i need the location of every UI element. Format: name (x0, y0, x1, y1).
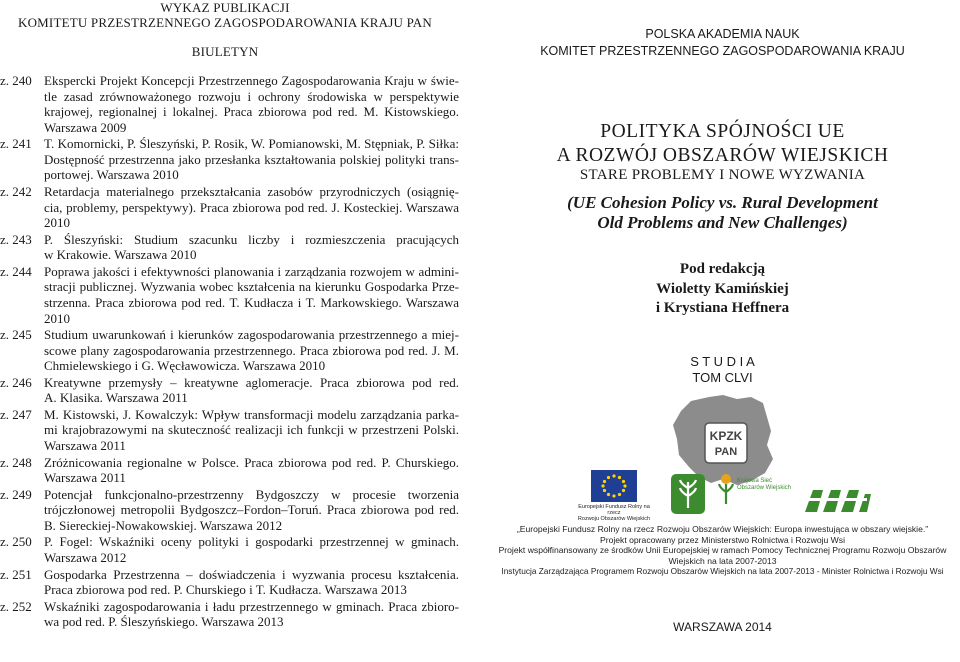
publication-description (44, 264, 459, 326)
committee-name: KOMITETU PRZESTRZENNEGO ZAGOSPODAROWANIA KRAJU PAN (18, 15, 432, 30)
publication-description (44, 455, 459, 486)
ksow-caption-line1: Krajowa Sieć (737, 478, 773, 484)
list-item (0, 534, 460, 565)
publication-line: Potencjał funkcjonalno-przestrzenny Bydgoszczy w procesie tworzenia (44, 486, 459, 502)
ksow-caption (737, 478, 797, 492)
prow-logo-icon (803, 486, 873, 516)
publication-line: Chmielewskiego i G. Węcławowicza. Warszawa 2010 (44, 358, 326, 374)
issue-number: z. 250 (0, 534, 32, 550)
issue-number: z. 245 (0, 327, 32, 343)
funding-line: Instytucja Zarządzająca Programem Rozwoju Obszarów Wiejskich na lata 2007-2013 - Minister Rolnictwa i Rozwoju Wsi (501, 566, 944, 576)
publication-line: Warszawa 2011 (44, 470, 126, 486)
publication-line: Zróżnicowania regionalne w Polsce. Praca zbiorowa pod red. P. Churskiego. (44, 454, 459, 470)
publication-description (44, 407, 459, 454)
publication-line: T. Komornicki, P. Śleszyński, P. Rosik, W. Pomianowski, M. Stępniak, P. Siłka: (44, 136, 459, 152)
publication-description (44, 567, 459, 598)
publication-description (44, 599, 459, 630)
book-subtitle: STARE PROBLEMY I NOWE WYZWANIA (579, 167, 866, 183)
publication-line: 2010 (44, 310, 70, 326)
series-name: BIULETYN (191, 44, 259, 59)
publication-line: Warszawa 2011 (44, 438, 126, 454)
eu-fund-caption-line1: Europejski Fundusz Rolny na rzecz (578, 504, 650, 516)
funding-statement (485, 524, 960, 577)
right-page (485, 0, 960, 662)
publication-description (44, 534, 459, 565)
eu-fund-caption-line2: Rozwoju Obszarów Wiejskich (577, 516, 651, 522)
funding-line: „Europejski Fundusz Rolny na rzecz Rozwoju Obszarów Wiejskich: Europa inwestująca w obszary wiejskie.” (516, 524, 929, 534)
funding-line: Wiejskich na lata 2007-2013 (668, 555, 777, 566)
eu-fund-caption (573, 504, 655, 522)
eu-flag-icon (591, 470, 637, 502)
publication-line: Praca zbiorowa pod red. P. Churskiego i T. Kudłacza. Warszawa 2013 (44, 582, 407, 598)
publication-line: Retardacja materialnego przekształcania zasobów przyrodniczych (osiągnię- (44, 184, 459, 199)
issue-number: z. 252 (0, 598, 32, 614)
book-title-line1: POLITYKA SPÓJNOŚCI UE (600, 121, 845, 142)
ksow-logo-icon (717, 472, 735, 506)
publication-line: Dostępność przestrzenna jako przesłanka kształtowania polskiej polityki trans- (44, 151, 459, 167)
publication-line: P. Śleszyński: Studium szacunku liczby i rozmieszczenia pracujących (44, 231, 459, 247)
list-item (0, 599, 460, 630)
issue-number: z. 243 (0, 231, 32, 247)
publication-line: trójczłonowej metropolii Bydgoszcz–Fordon–Toruń. Praca zbiorowa pod red. (44, 502, 459, 518)
publication-description (44, 184, 459, 231)
publication-line: M. Kistowski, J. Kowalczyk: Wpływ transformacji modelu zarządzania parka- (44, 406, 459, 422)
publication-description (44, 327, 459, 374)
publication-line: portowej. Warszawa 2010 (44, 167, 179, 183)
editors-label: Pod redakcją (679, 261, 766, 277)
list-item (0, 184, 460, 231)
list-item (0, 487, 460, 534)
editor-2: i Krystiana Heffnera (655, 300, 790, 316)
publication-line: strzenna. Praca zbiorowa pod red. T. Kudłacza i T. Markowskiego. Warszawa (44, 294, 459, 310)
academy-name: POLSKA AKADEMIA NAUK (645, 27, 800, 41)
publication-line: Warszawa 2009 (44, 119, 127, 135)
publication-line: Gospodarka Przestrzenna – doświadczenia i wyzwania procesu kształcenia. (44, 566, 459, 582)
publication-line: Ekspercki Projekt Koncepcji Przestrzennego Zagospodarowania Kraju w świe- (44, 73, 459, 88)
publication-description (44, 232, 459, 263)
issue-number: z. 244 (0, 263, 32, 279)
publication-line: Poprawa jakości i efektywności planowania i zarządzania rozwojem w admini- (44, 263, 459, 279)
issue-number: z. 251 (0, 566, 32, 582)
publication-line: Wskaźniki zagospodarowania i ładu przestrzennego w gminach. Praca zbioro- (44, 598, 459, 614)
publication-line: scowe plany zagospodarowania przestrzennego. Praca zbiorowa pod red. J. M. (44, 342, 459, 358)
publication-description (44, 375, 459, 406)
publication-line: Studium uwarunkowań i kierunków zagospodarowania przestrzennego a miej- (44, 327, 459, 343)
wheat-logo-icon (671, 474, 705, 514)
issue-number: z. 241 (0, 136, 32, 152)
publication-place-year: WARSZAWA 2014 (673, 620, 772, 634)
funding-line: Projekt współfinansowany ze środków Unii Europejskiej w ramach Pomocy Technicznej Programu Rozwoju Obszarów (498, 545, 947, 555)
list-item (0, 455, 460, 486)
list-item (0, 136, 460, 183)
english-title-line1: (UE Cohesion Policy vs. Rural Development (567, 193, 878, 212)
publication-description (44, 73, 459, 135)
list-item (0, 375, 460, 406)
committee-name-right: KOMITET PRZESTRZENNEGO ZAGOSPODAROWANIA KRAJU (540, 44, 905, 58)
list-item (0, 232, 460, 263)
publication-line: krajowej, regionalnej i lokalnej. Praca zbiorowa pod red. M. Kistowskiego. (44, 104, 459, 120)
publication-line: w Krakowie. Warszawa 2010 (44, 247, 197, 263)
publication-line: 2010 (44, 215, 70, 231)
issue-number: z. 246 (0, 374, 32, 390)
list-item (0, 567, 460, 598)
book-title-line2: A ROZWÓJ OBSZARÓW WIEJSKICH (556, 145, 889, 166)
issue-number: z. 240 (0, 73, 32, 88)
publication-line: cia, problemy, perspektywy). Praca zbiorowa pod red. J. Kosteckiej. Warszawa (44, 199, 459, 215)
ksow-caption-line2: Obszarów Wiejskich (737, 485, 792, 491)
list-item (0, 327, 460, 374)
issue-number: z. 248 (0, 454, 32, 470)
english-title-line2: Old Problems and New Challenges) (597, 213, 848, 232)
left-page (0, 0, 475, 662)
pan-text: PAN (714, 446, 738, 458)
funding-line: Projekt opracowany przez Ministerstwo Rolnictwa i Rozwoju Wsi (599, 534, 845, 545)
publication-line: A. Klasika. Warszawa 2011 (44, 390, 188, 406)
issue-number: z. 249 (0, 486, 32, 502)
issue-number: z. 247 (0, 406, 32, 422)
publication-description (44, 136, 459, 183)
publication-line: stracji publicznej. Wyzwania wobec kształcenia na kierunku Gospodarka Prze- (44, 279, 459, 295)
editor-1: Wioletty Kamińskiej (656, 281, 789, 297)
publication-line: Warszawa 2012 (44, 549, 127, 565)
publication-line: wa pod red. P. Śleszyńskiego. Warszawa 2013 (44, 614, 284, 630)
publication-line: B. Siereckiej-Nowakowskiej. Warszawa 2012 (44, 517, 283, 533)
publication-line: tle zasad zrównoważonego rozwoju i ochrony środowiska w perspektywie (44, 88, 459, 104)
list-item (0, 73, 460, 135)
kpzk-text: KPZK (709, 429, 743, 443)
logos-row (485, 470, 960, 528)
publication-line: mi krajobrazowymi na skuteczność realizacji ich funkcji w przestrzeni Polski. (44, 422, 459, 438)
list-item (0, 264, 460, 326)
list-title: WYKAZ PUBLIKACJI (160, 0, 290, 15)
volume-label: TOM CLVI (692, 370, 753, 385)
publication-line: Kreatywne przemysły – kreatywne aglomeracje. Praca zbiorowa pod red. (44, 374, 459, 390)
list-item (0, 407, 460, 454)
publication-line: P. Fogel: Wskaźniki oceny polityki i gospodarki przestrzennej w gminach. (44, 534, 459, 550)
publication-description (44, 487, 459, 534)
issue-number: z. 242 (0, 184, 32, 199)
series-label: S T U D I A (690, 354, 755, 369)
